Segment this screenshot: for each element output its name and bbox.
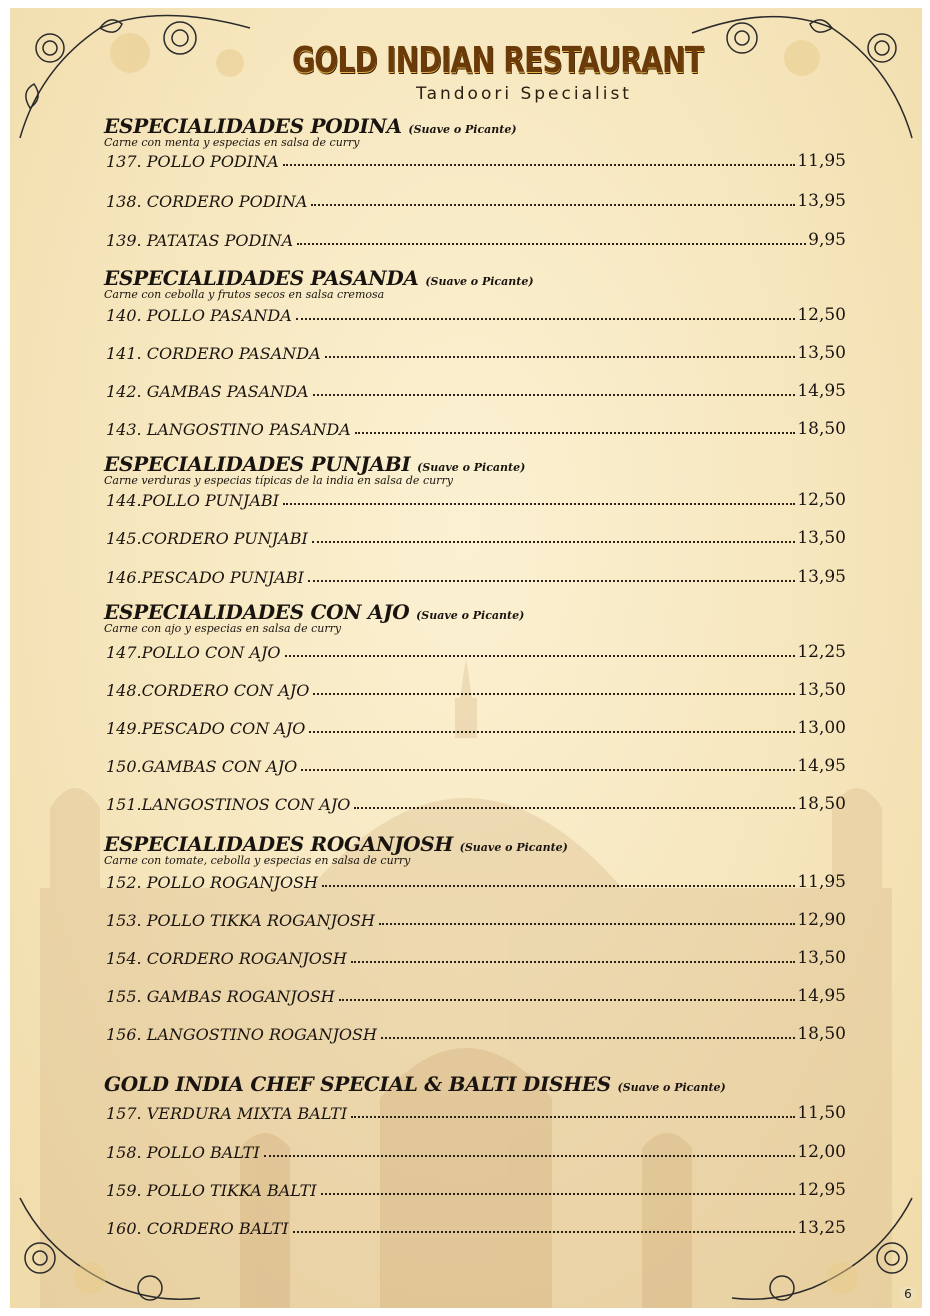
section-podina	[104, 114, 864, 149]
section-description: Carne con menta y especias en salsa de curry	[104, 136, 360, 149]
dot-leader	[311, 204, 795, 206]
dot-leader	[297, 243, 806, 245]
section-note: (Suave o Picante)	[459, 841, 568, 854]
section-description: Carne con cebolla y frutos secos en salsa cremosa	[104, 288, 385, 301]
dot-leader	[354, 807, 795, 809]
menu-item	[106, 565, 846, 587]
dot-leader	[321, 1193, 796, 1195]
dot-leader	[293, 1231, 796, 1233]
restaurant-subtitle: Tandoori Specialist	[416, 84, 632, 104]
item-name: 148.CORDERO CON AJO	[106, 681, 310, 700]
menu-item	[106, 526, 846, 548]
section-note: (Suave o Picante)	[408, 123, 517, 136]
item-price: 12,50	[797, 490, 846, 510]
dot-leader	[313, 394, 796, 396]
menu-item	[106, 303, 846, 325]
item-name: 137. POLLO PODINA	[106, 152, 279, 171]
item-name: 156. LANGOSTINO ROGANJOSH	[106, 1025, 377, 1044]
floral-corner-bottom-right-icon	[722, 1188, 922, 1308]
item-price: 13,50	[797, 528, 846, 548]
item-name: 160. CORDERO BALTI	[106, 1219, 289, 1238]
dot-leader	[355, 432, 796, 434]
dot-leader	[296, 318, 796, 320]
item-price: 9,95	[808, 230, 846, 250]
dot-leader	[264, 1155, 796, 1157]
menu-item	[106, 1140, 846, 1162]
section-note: (Suave o Picante)	[417, 461, 526, 474]
section-note: (Suave o Picante)	[617, 1081, 726, 1094]
restaurant-title: GOLD INDIAN RESTAURANT	[292, 40, 704, 81]
section-description: Carne con ajo y especias en salsa de curry	[104, 622, 342, 635]
section-balti	[104, 1072, 864, 1096]
item-price: 12,95	[797, 1180, 846, 1200]
section-roganjosh	[104, 832, 864, 867]
item-name: 145.CORDERO PUNJABI	[106, 529, 308, 548]
section-title: GOLD INDIA CHEF SPECIAL & BALTI DISHES	[104, 1072, 611, 1096]
item-name: 138. CORDERO PODINA	[106, 192, 308, 211]
dot-leader	[339, 999, 796, 1001]
item-name: 143. LANGOSTINO PASANDA	[106, 420, 351, 439]
item-price: 12,90	[797, 910, 846, 930]
menu-item	[106, 341, 846, 363]
menu-item	[106, 792, 846, 814]
section-note: (Suave o Picante)	[416, 609, 525, 622]
item-name: 153. POLLO TIKKA ROGANJOSH	[106, 911, 375, 930]
menu-item	[106, 716, 846, 738]
section-title: ESPECIALIDADES PODINA	[104, 114, 402, 138]
floral-corner-bottom-left-icon	[10, 1188, 210, 1308]
dot-leader	[379, 923, 795, 925]
dot-leader	[313, 693, 795, 695]
section-title: ESPECIALIDADES CON AJO	[104, 600, 410, 624]
section-pasanda	[104, 266, 864, 301]
item-name: 140. POLLO PASANDA	[106, 306, 292, 325]
menu-item	[106, 908, 846, 930]
item-price: 13,50	[797, 680, 846, 700]
menu-item	[106, 1216, 846, 1238]
dot-leader	[283, 164, 796, 166]
item-price: 12,00	[797, 1142, 846, 1162]
item-price: 11,95	[797, 151, 846, 171]
item-price: 11,95	[797, 872, 846, 892]
menu-item	[106, 1101, 846, 1123]
dot-leader	[301, 769, 795, 771]
dot-leader	[325, 356, 796, 358]
dot-leader	[309, 731, 795, 733]
menu-item	[106, 189, 846, 211]
dot-leader	[312, 541, 796, 543]
menu-item	[106, 870, 846, 892]
item-name: 157. VERDURA MIXTA BALTI	[106, 1104, 348, 1123]
dot-leader	[351, 961, 796, 963]
item-price: 13,00	[797, 718, 846, 738]
section-punjabi	[104, 452, 864, 487]
item-name: 159. POLLO TIKKA BALTI	[106, 1181, 317, 1200]
section-con-ajo	[104, 600, 864, 635]
menu-item	[106, 1022, 846, 1044]
item-name: 147.POLLO CON AJO	[106, 643, 281, 662]
menu-item	[106, 228, 846, 250]
section-description: Carne con tomate, cebolla y especias en salsa de curry	[104, 854, 411, 867]
menu-item	[106, 984, 846, 1006]
menu-item	[106, 488, 846, 510]
item-price: 11,50	[797, 1103, 846, 1123]
item-price: 14,95	[797, 756, 846, 776]
dot-leader	[381, 1037, 795, 1039]
item-price: 13,50	[797, 948, 846, 968]
menu-page	[10, 8, 922, 1308]
item-price: 13,95	[797, 191, 846, 211]
menu-item	[106, 754, 846, 776]
item-price: 18,50	[797, 794, 846, 814]
item-price: 14,95	[797, 381, 846, 401]
item-price: 18,50	[797, 419, 846, 439]
item-price: 14,95	[797, 986, 846, 1006]
item-name: 142. GAMBAS PASANDA	[106, 382, 309, 401]
item-name: 152. POLLO ROGANJOSH	[106, 873, 318, 892]
item-name: 144.POLLO PUNJABI	[106, 491, 279, 510]
item-name: 150.GAMBAS CON AJO	[106, 757, 298, 776]
item-name: 149.PESCADO CON AJO	[106, 719, 306, 738]
dot-leader	[285, 655, 796, 657]
menu-item	[106, 678, 846, 700]
item-name: 155. GAMBAS ROGANJOSH	[106, 987, 335, 1006]
section-note: (Suave o Picante)	[425, 275, 534, 288]
item-price: 12,50	[797, 305, 846, 325]
item-price: 13,50	[797, 343, 846, 363]
item-price: 18,50	[797, 1024, 846, 1044]
item-name: 146.PESCADO PUNJABI	[106, 568, 304, 587]
section-title: ESPECIALIDADES ROGANJOSH	[104, 832, 453, 856]
item-price: 13,95	[797, 567, 846, 587]
item-name: 154. CORDERO ROGANJOSH	[106, 949, 347, 968]
menu-item	[106, 640, 846, 662]
item-name: 151.LANGOSTINOS CON AJO	[106, 795, 351, 814]
menu-item	[106, 379, 846, 401]
dot-leader	[283, 503, 795, 505]
section-title: ESPECIALIDADES PASANDA	[104, 266, 419, 290]
page-number: 6	[900, 1286, 916, 1302]
item-price: 13,25	[797, 1218, 846, 1238]
page-header	[10, 40, 922, 104]
menu-item	[106, 1178, 846, 1200]
item-name: 158. POLLO BALTI	[106, 1143, 260, 1162]
item-name: 141. CORDERO PASANDA	[106, 344, 321, 363]
menu-item	[106, 149, 846, 171]
menu-item	[106, 946, 846, 968]
section-title: ESPECIALIDADES PUNJABI	[104, 452, 411, 476]
dot-leader	[351, 1116, 795, 1118]
item-price: 12,25	[797, 642, 846, 662]
item-name: 139. PATATAS PODINA	[106, 231, 294, 250]
dot-leader	[308, 580, 795, 582]
menu-item	[106, 417, 846, 439]
dot-leader	[322, 885, 795, 887]
section-description: Carne verduras y especias típicas de la india en salsa de curry	[104, 474, 453, 487]
